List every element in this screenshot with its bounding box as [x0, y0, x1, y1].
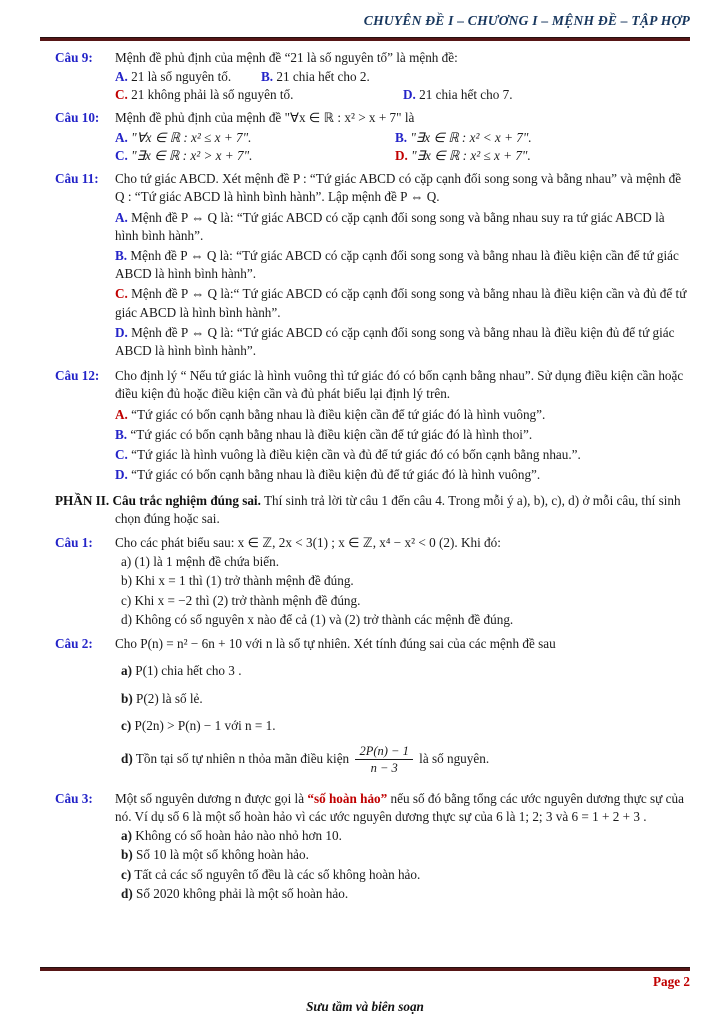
options-row [115, 147, 690, 165]
footer-rule [40, 967, 690, 971]
question-number: Câu 12: [55, 368, 100, 384]
statement-d [121, 744, 690, 776]
option-letter: A. [115, 129, 128, 145]
credit-line: Sưu tầm và biên soạn [306, 998, 424, 1014]
option-text: Mệnh đề P ⇔ Q là:“ Tứ giác ABCD có cặp cạnh đối song song và bằng nhau là điều kiện cần và đủ để tứ giác ABCD là hình bình hành”. [115, 286, 687, 320]
option-a [115, 209, 690, 245]
option-text: Mệnh đề P ⇔ Q là: “Tứ giác ABCD có cặp cạnh đối song song và bằng nhau suy ra tứ giác ABCD là hình bình hành”. [115, 209, 665, 243]
statement-text: Khi x = −2 thì (2) trở thành mệnh đề đúng. [134, 592, 361, 608]
fraction [355, 744, 412, 776]
option-text: Mệnh đề P ⇔ Q là: “Tứ giác ABCD có cặp cạnh đối song song và bằng nhau là điều kiện đủ để tứ giác ABCD là hình bình hành”. [115, 324, 675, 359]
option-text: "∃x ∈ ℝ : x² ≤ x + 7". [411, 147, 531, 163]
question-9 [55, 49, 690, 105]
question-stem: Cho định lý “ Nếu tứ giác là hình vuông thì tứ giác đó có bốn cạnh bằng nhau”. Sử dụng điều kiện cần hoặc điều kiện đủ hoặc điều kiện cần và đủ phát biểu lại định lý trên. [115, 368, 684, 402]
statement-label: b) [121, 847, 133, 863]
option-letter: C. [115, 87, 128, 103]
statement-text: Không có số hoàn hảo nào nhỏ hơn 10. [135, 828, 342, 844]
statement-list [115, 662, 690, 775]
option-text: "∃x ∈ ℝ : x² < x + 7". [410, 129, 532, 145]
option-text: “Tứ giác có bốn cạnh bằng nhau là điều kiện cần để tứ giác đó là hình vuông”. [131, 406, 546, 422]
document-title: CHUYÊN ĐỀ I – CHƯƠNG I – MỆNH ĐỀ – TẬP HỢP [363, 13, 690, 28]
option-text: “Tứ giác có bốn cạnh bằng nhau là điều kiện đủ để tứ giác đó là hình vuông”. [131, 467, 541, 483]
question-12 [55, 367, 690, 486]
statement-label: d) [121, 885, 133, 901]
option-c [115, 446, 690, 464]
option-b [115, 426, 690, 444]
option-c [115, 285, 690, 321]
option-letter: B. [115, 426, 128, 442]
stem-text: nếu số đó bằng tổng các ước nguyên dương thực sự của nó. Ví dụ số 6 là một số hoàn hảo vì các ước nguyên dương thực sự của 6 là 1; 2; 3 và 6 = 1 + 2 + 3 . [115, 790, 684, 824]
question-number: Câu 3: [55, 790, 93, 806]
statement-text: P(1) chia hết cho 3 . [135, 663, 242, 679]
statement-list [115, 553, 690, 629]
option-d [403, 86, 690, 104]
option-c [115, 86, 403, 104]
option-letter: A. [115, 68, 128, 84]
option-text: 21 không phải là số nguyên tố. [131, 87, 294, 103]
question-11 [55, 170, 690, 362]
statement-list [115, 827, 690, 903]
option-letter: C. [115, 147, 128, 163]
part2-question-3 [55, 790, 690, 904]
option-d [395, 147, 690, 165]
option-letter: D. [403, 87, 416, 103]
option-text: 21 chia hết cho 2. [276, 68, 370, 84]
statement-text: Không có số nguyên x nào để cả (1) và (2) trở thành các mệnh đề đúng. [135, 611, 514, 627]
option-letter: C. [115, 447, 128, 463]
statement-text: Khi x = 1 thì (1) trở thành mệnh đề đúng. [135, 573, 354, 589]
statement-text: P(2n) > P(n) − 1 với n = 1. [134, 717, 276, 733]
option-d [115, 324, 690, 360]
option-a [115, 406, 690, 424]
statement-label: c) [121, 717, 132, 733]
question-stem [115, 790, 690, 826]
option-letter: C. [115, 286, 128, 302]
stem-text: Một số nguyên dương n được gọi là [115, 790, 308, 806]
question-number: Câu 11: [55, 171, 99, 187]
statement-text: Tồn tại số tự nhiên n thỏa mãn điều kiện [135, 750, 350, 766]
option-a [115, 68, 261, 86]
statement-text: (1) là 1 mệnh đề chứa biến. [134, 554, 280, 570]
question-stem: Mệnh đề phủ định của mệnh đề “21 là số nguyên tố” là mệnh đề: [115, 49, 458, 65]
statement-label: d) [121, 611, 132, 627]
part2-heading-title: PHẦN II. Câu trắc nghiệm đúng sai. [55, 492, 261, 508]
statement-label: b) [121, 573, 132, 589]
option-letter: D. [395, 147, 408, 163]
part2-question-2 [55, 635, 690, 785]
option-text: Mệnh đề P ⇔ Q là: “Tứ giác ABCD có cặp cạnh đối song song và bằng nhau là điều kiện cần để tứ giác ABCD là hình bình hành”. [115, 247, 679, 282]
statement-c [121, 866, 690, 884]
fraction-denominator: n − 3 [370, 761, 398, 776]
part2-heading [55, 492, 690, 528]
option-b [261, 68, 690, 86]
option-letter: D. [115, 324, 128, 340]
option-letter: D. [115, 467, 128, 483]
option-a [115, 129, 395, 147]
question-stem: Mệnh đề phủ định của mệnh đề "∀x ∈ ℝ : x² > x + 7" là [115, 110, 415, 126]
statement-text: Số 2020 không phải là một số hoàn hảo. [136, 885, 349, 901]
options-row [115, 68, 690, 86]
option-c [115, 147, 395, 165]
options-row [115, 129, 690, 147]
statement-label: a) [121, 663, 132, 679]
question-number: Câu 1: [55, 535, 93, 550]
question-number: Câu 10: [55, 110, 100, 126]
option-text: “Tứ giác có bốn cạnh bằng nhau là điều kiện cần để tứ giác đó là hình thoi”. [130, 426, 533, 442]
statement-text: P(2) là số lẻ. [136, 690, 203, 706]
option-b [395, 129, 690, 147]
option-b [115, 247, 690, 283]
statement-d [121, 611, 690, 629]
option-text: "∀x ∈ ℝ : x² ≤ x + 7". [131, 129, 252, 145]
option-letter: A. [115, 406, 128, 422]
part2-question-1 [55, 534, 690, 630]
page-footer [40, 967, 690, 1016]
page-number: Page 2 [653, 973, 690, 989]
option-text: 21 chia hết cho 7. [419, 87, 513, 103]
options-row [115, 86, 690, 104]
statement-a [121, 662, 690, 680]
statement-label: a) [121, 554, 132, 570]
document-body [40, 41, 690, 904]
statement-d [121, 885, 690, 903]
option-d [115, 466, 690, 484]
question-number: Câu 2: [55, 636, 93, 652]
statement-label: a) [121, 828, 132, 844]
question-number: Câu 9: [55, 49, 93, 65]
fraction-numerator: 2P(n) − 1 [355, 744, 412, 760]
statement-b [121, 572, 690, 590]
statement-c [121, 592, 690, 610]
statement-label: d) [121, 750, 133, 766]
statement-text: Số 10 là một số không hoàn hảo. [136, 847, 309, 863]
option-letter: B. [115, 247, 128, 263]
statement-a [121, 553, 690, 571]
statement-b [121, 846, 690, 864]
option-text: “Tứ giác là hình vuông là điều kiện cần và đủ để tứ giác đó có bốn cạnh bằng nhau.”. [131, 447, 581, 463]
part2-heading-instructions: Thí sinh trả lời từ câu 1 đến câu 4. Trong mỗi ý a), b), c), d) ở mỗi câu, thí sinh chọn đúng hoặc sai. [115, 492, 681, 526]
question-stem: Cho tứ giác ABCD. Xét mệnh đề P : “Tứ giác ABCD có cặp cạnh đối song song và bằng nhau” và mệnh đề Q : “Tứ giác ABCD là hình bình hành”. Lập mệnh đề P ⇔ Q. [115, 171, 682, 205]
option-text: 21 là số nguyên tố. [131, 68, 232, 84]
statement-text: là số nguyên. [419, 750, 490, 766]
option-letter: A. [115, 209, 128, 225]
statement-label: c) [121, 866, 132, 882]
statement-label: b) [121, 690, 133, 706]
question-stem: Cho P(n) = n² − 6n + 10 với n là số tự nhiên. Xét tính đúng sai của các mệnh đề sau [115, 636, 556, 652]
option-letter: B. [395, 129, 408, 145]
statement-b [121, 690, 690, 708]
option-letter: B. [261, 68, 274, 84]
statement-text: Tất cả các số nguyên tố đều là các số không hoàn hảo. [134, 866, 421, 882]
option-text: "∃x ∈ ℝ : x² > x + 7". [131, 147, 253, 163]
statement-c [121, 717, 690, 735]
question-10 [55, 109, 690, 165]
question-stem: Cho các phát biểu sau: x ∈ ℤ, 2x < 3(1) ; x ∈ ℤ, x⁴ − x² < 0 (2). Khi đó: [115, 535, 501, 550]
stem-highlight: “số hoàn hảo” [307, 790, 388, 806]
statement-a [121, 827, 690, 845]
statement-label: c) [121, 592, 132, 608]
